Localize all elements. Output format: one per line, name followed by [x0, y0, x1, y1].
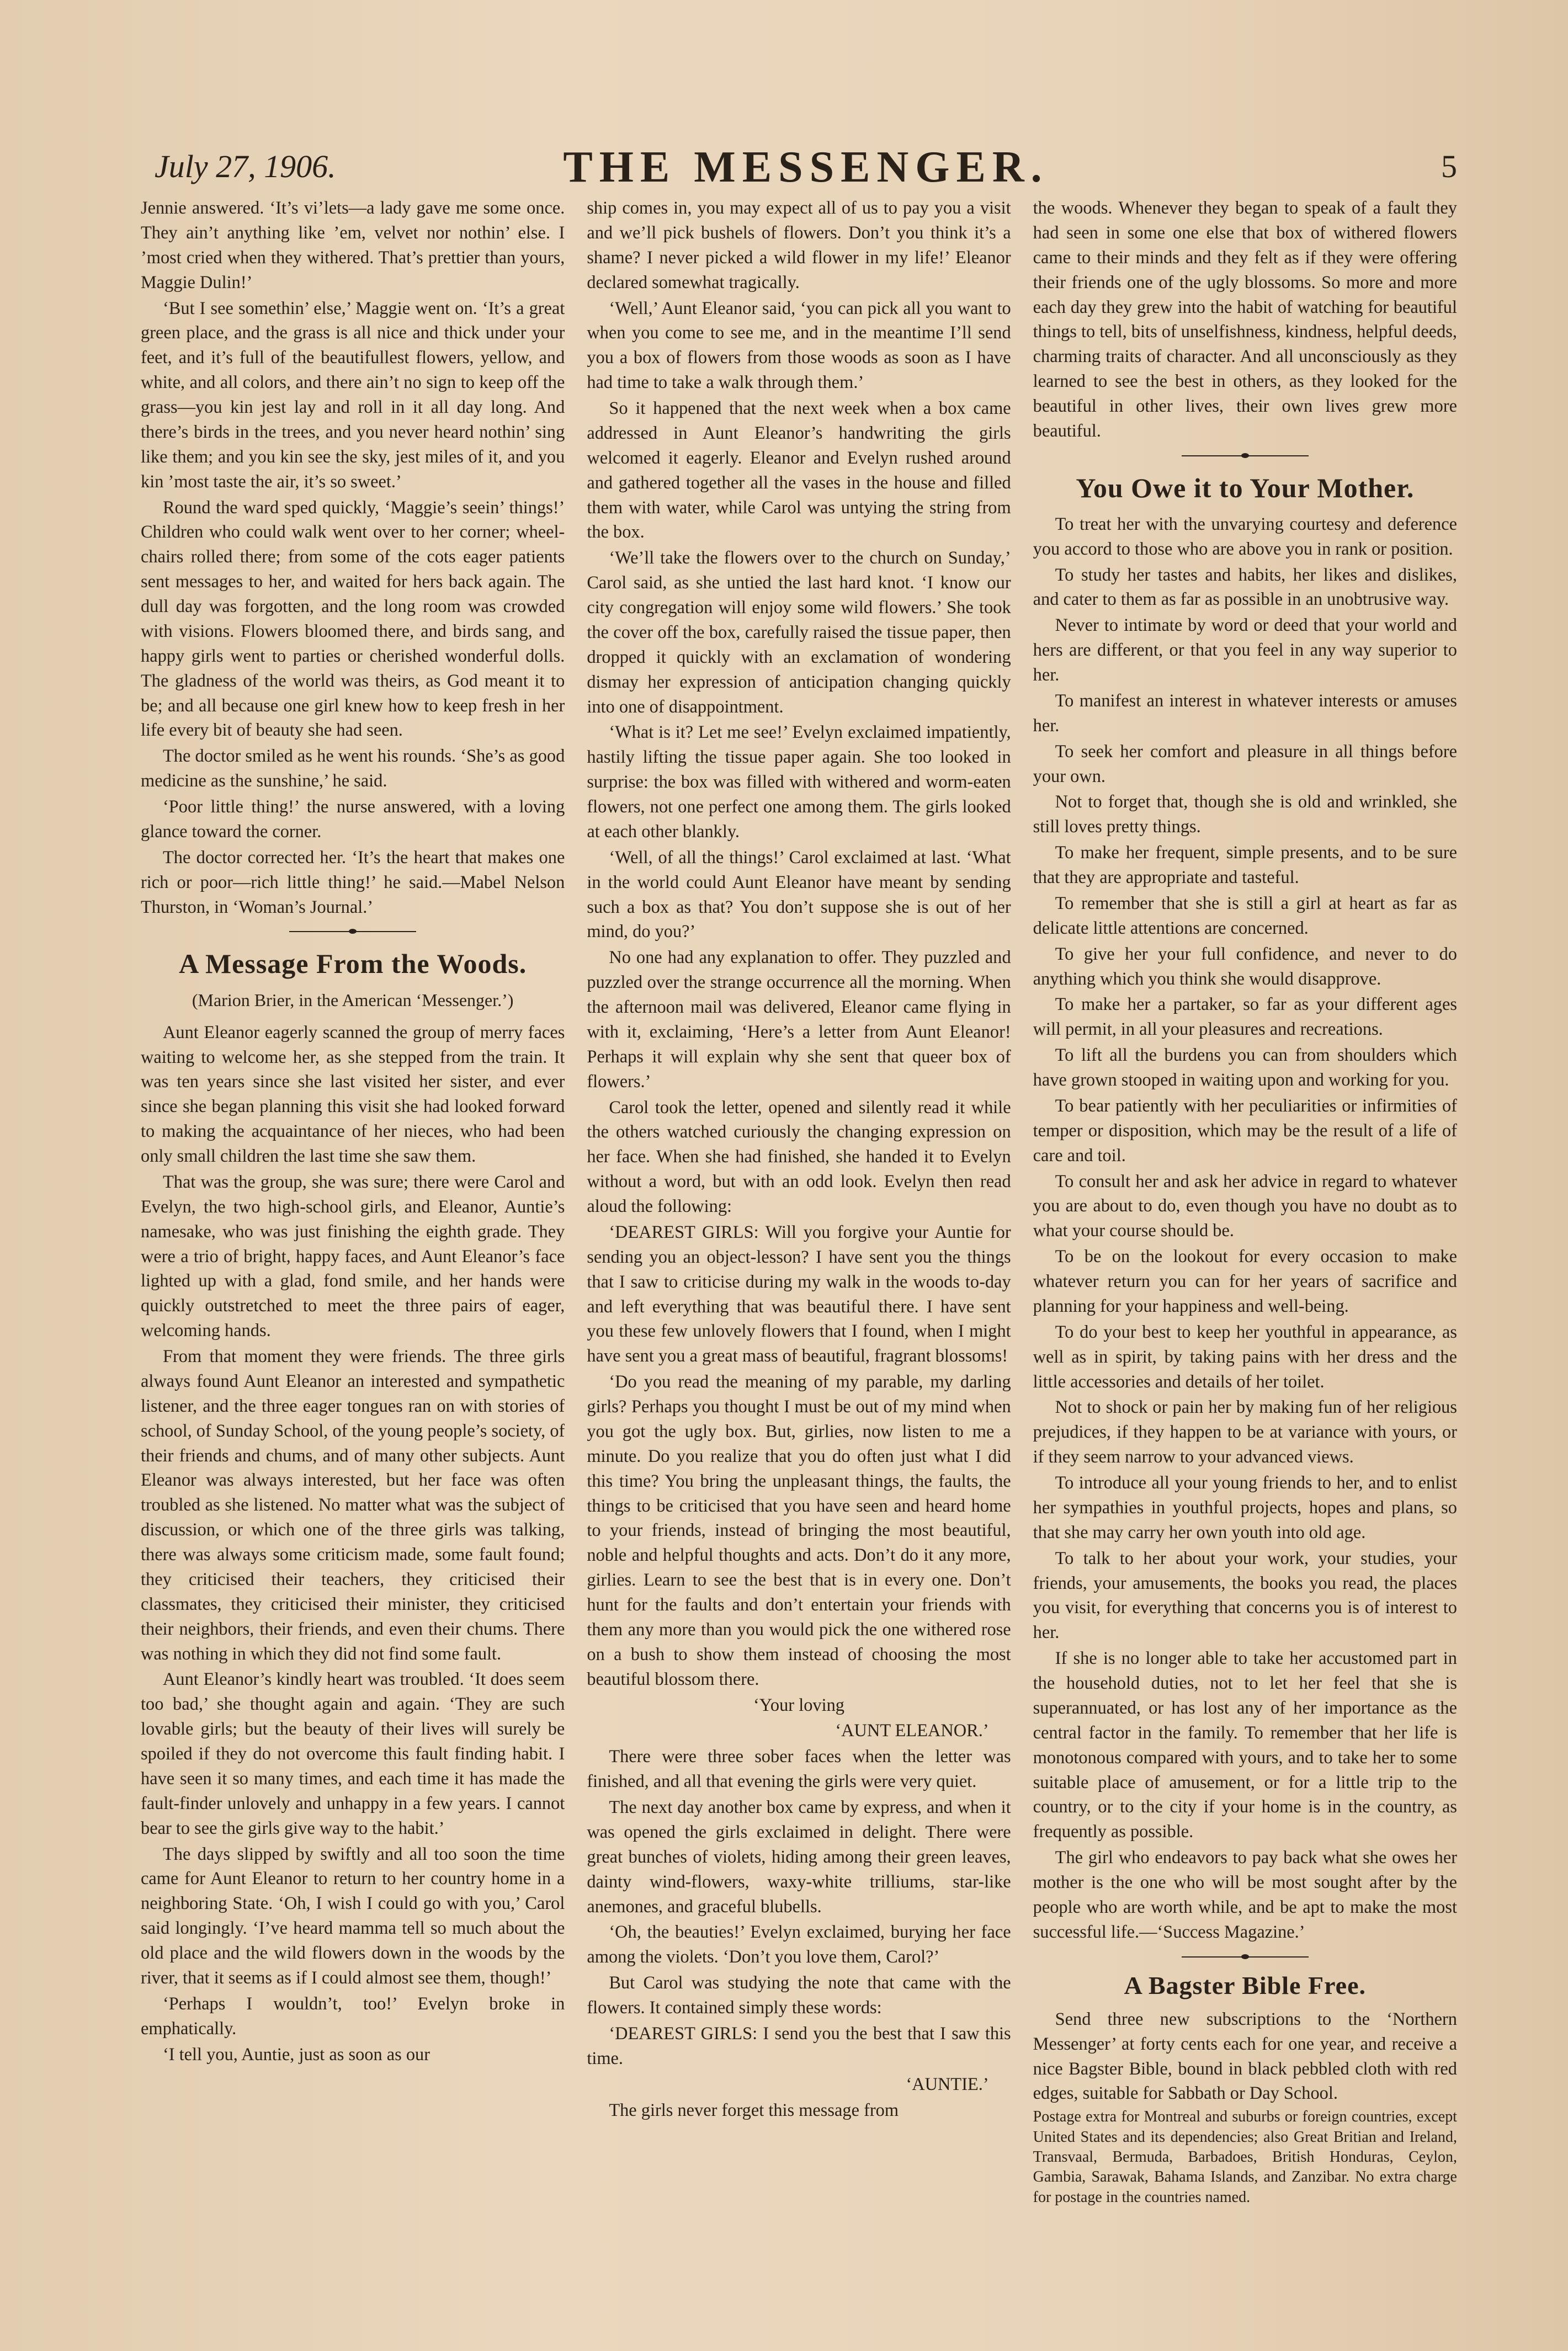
issue-date: July 27, 1906. — [155, 148, 336, 184]
paragraph: ship comes in, you may expect all of us to pay you a visit and we’ll pick bushels of flowers. Don’t you think it’s a shame? I never picked a wild flower in my life!’ Eleanor declared somewhat tragically. — [587, 198, 1011, 292]
paragraph: That was the group, she was sure; there were Carol and Evelyn, the two high-school girls, and Eleanor, Auntie’s namesake, who was just finishing the eighth grade. They were a trio of bright, happy faces, and Aunt Eleanor’s face lighted up with a glad, fond smile, and her hands were quickly outstretched to meet the three pairs of eager, welcoming hands. — [141, 1172, 565, 1341]
column-3 — [1033, 196, 1457, 2249]
paragraph: But Carol was studying the note that came with the flowers. It contained simply these words: — [587, 1973, 1011, 2018]
paragraph: Jennie answered. ‘It’s vi’lets—a lady gave me some once. They ain’t anything like ’em, velvet nor nothin’ else. I ’most cried when they withered. That’s prettier than yours, Maggie Dulin!’ — [141, 198, 565, 292]
section-divider — [1182, 453, 1309, 459]
letter-signature: ‘AUNT ELEANOR.’ — [835, 1721, 989, 1741]
list-item: To introduce all your young friends to her, and to enlist her sympathies in youthful projects, hopes and plans, so that she may carry her own youth into old age. — [1033, 1473, 1457, 1542]
list-item: To make her a partaker, so far as your different ages will permit, in all your pleasures and recreations. — [1033, 994, 1457, 1040]
paragraph: ‘DEAREST GIRLS: I send you the best that I saw this time. — [587, 2023, 1011, 2068]
notice-text: Send three new subscriptions to the ‘Northern Messenger’ at forty cents each for one year, and receive a nice Bagster Bible, bound in black pebbled cloth with red edges, suitable for Sabbath or Day School. — [1033, 2009, 1457, 2104]
paragraph: No one had any explanation to offer. They puzzled and puzzled over the strange occurrence all the morning. When the afternoon mail was delivered, Eleanor came flying in with it, exclaiming, ‘Here’s a letter from Aunt Eleanor! Perhaps it will explain why she sent that queer box of flowers.’ — [587, 948, 1011, 1092]
paragraph: Aunt Eleanor’s kindly heart was troubled. ‘It does seem too bad,’ she thought again and again. ‘They are such lovable girls; but the beauty of their lives will surely be spoiled if they do not overcome this fault finding habit. I have seen it so many times, and each time it has made the fault-finder unlovely and unhappy in a few years. I cannot bear to see the girls give way to the habit.’ — [141, 1669, 565, 1838]
column-1 — [141, 196, 565, 2249]
paragraph: the woods. Whenever they began to speak of a fault they had seen in some one else that box of withered flowers came to their minds and they felt as if they were offering their friends one of the ugly blossoms. So more and more each day they grew into the habit of watching for beautiful things to tell, bits of unselfishness, kindness, helpful deeds, charming traits of character. And all unconsciously as they learned to see the best in others, as they looked for the beautiful in other lives, their own lives grew more beautiful. — [1033, 198, 1457, 441]
list-item: To give her your full confidence, and never to do anything which you think she would disapprove. — [1033, 944, 1457, 989]
list-item: Never to intimate by word or deed that your world and hers are different, or that you feel in any way superior to her. — [1033, 615, 1457, 685]
paragraph: ‘Perhaps I wouldn’t, too!’ Evelyn broke in emphatically. — [141, 1993, 565, 2039]
list-item: To seek her comfort and pleasure in all things before your own. — [1033, 741, 1457, 786]
article-byline: (Marion Brier, in the American ‘Messenger.’) — [192, 990, 514, 1010]
paragraph: ‘But I see somethin’ else,’ Maggie went on. ‘It’s a great green place, and the grass is all nice and thick under your feet, and it’s full of the beautifullest flowers, yellow, and white, and all colors, and there ain’t no sign to keep off the grass—you kin jest lay and roll in it all day long. And there’s birds in the trees, and you never heard nothin’ sing like them; and you kin see the sky, jest miles of it, and you kin ’most taste the air, it’s so sweet.’ — [141, 298, 565, 492]
paragraph: ‘Well,’ Aunt Eleanor said, ‘you can pick all you want to when you come to see me, and in the meantime I’ll send you a box of flowers from those woods as soon as I have had time to take a walk through them.’ — [587, 298, 1011, 393]
paragraph: The girl who endeavors to pay back what she owes her mother is the one who will be most sought after by the people who are worth while, and be apt to make the most successful life.—‘Success Magazine.’ — [1033, 1848, 1457, 1942]
letter-signoff: ‘Your loving — [753, 1695, 844, 1715]
list-item: To remember that she is still a girl at heart as far as delicate little attentions are concerned. — [1033, 893, 1457, 938]
list-item: To talk to her about your work, your studies, your friends, your amusements, the books you read, the places you visit, for everything that concerns you is of interest to her. — [1033, 1548, 1457, 1643]
paragraph: ‘Well, of all the things!’ Carol exclaimed at last. ‘What in the world could Aunt Eleanor have meant by sending such a box as that? You don’t suppose she is out of her mind, do you?’ — [587, 847, 1011, 942]
paragraph: Round the ward sped quickly, ‘Maggie’s seein’ things!’ Children who could walk went over to her corner; wheel-chairs rolled there; from some of the cots eager patients sent messages to her, and waited for hers back again. The dull day was forgotten, and the long room was crowded with visions. Flowers bloomed there, and birds sang, and happy girls went to parties or cherished wonderful dolls. The gladness of the world was theirs, as God meant it to be; and all because one girl knew how to keep fresh in her life every bit of beauty she had seen. — [141, 497, 565, 741]
paragraph: ‘I tell you, Auntie, just as soon as our — [163, 2044, 430, 2065]
paragraph: ‘Do you read the meaning of my parable, my darling girls? Perhaps you thought I must be out of my mind when you got the ugly box. But, girlies, now listen to me a minute. Do you realize that you do often just what I did this time? You bring the unpleasant things, the faults, the things to be criticised that you have seen and heard home to your friends, instead of bringing the most beautiful, noble and helpful thoughts and acts. Don’t do it any more, girlies. Learn to see the best that is in every one. Don’t hunt for the faults and don’t entertain your friends with them any more than you would pick the one withered rose on a bush to show them instead of choosing the most beautiful blossom there. — [587, 1372, 1011, 1689]
page-header — [155, 142, 1457, 203]
paragraph: The girls never forget this message from — [609, 2100, 899, 2120]
paragraph: ‘DEAREST GIRLS: Will you forgive your Auntie for sending you an object-lesson? I have sent you the things that I saw to criticise during my walk in the woods to-day and left everything that was beautiful there. I have sent you these few unlovely flowers that I found, when I might have sent you a great mass of beautiful, fragrant blossoms! — [587, 1222, 1011, 1366]
section-divider — [289, 928, 416, 935]
paragraph: The doctor smiled as he went his rounds. ‘She’s as good medicine as the sunshine,’ he said. — [141, 746, 565, 791]
list-item: To do your best to keep her youthful in appearance, as well as in spirit, by taking pains with her dress and the little accessories and details of her toilet. — [1033, 1322, 1457, 1392]
section-divider — [1182, 1954, 1309, 1960]
paragraph: ‘Poor little thing!’ the nurse answered, with a loving glance toward the corner. — [141, 797, 565, 842]
paragraph: ‘Oh, the beauties!’ Evelyn exclaimed, burying her face among the violets. ‘Don’t you love them, Carol?’ — [587, 1922, 1011, 1967]
list-item: To lift all the burdens you can from shoulders which have grown stooped in waiting upon and working for you. — [1033, 1045, 1457, 1090]
notice-title: A Bagster Bible Free. — [1124, 1971, 1366, 1999]
paragraph: From that moment they were friends. The three girls always found Aunt Eleanor an interested and sympathetic listener, and the three eager tongues ran on with stories of school, of Sunday School, of the young people’s society, of their friends and chums, and of many other subjects. Aunt Eleanor was always interested, but her face was often troubled as she listened. No matter what was the subject of discussion, or which one of the three girls was talking, there was always some criticism made, some fault found; they criticised their teachers, they criticised their classmates, they criticised their minister, they criticised their neighbors, their friends, and even their chums. There was nothing in which they did not find some fault. — [141, 1347, 565, 1664]
list-item: To study her tastes and habits, her likes and dislikes, and cater to them as far as possible in an unobtrusive way. — [1033, 565, 1457, 610]
paragraph: There were three sober faces when the letter was finished, and all that evening the girls were very quiet. — [587, 1747, 1011, 1792]
paragraph: ‘We’ll take the flowers over to the church on Sunday,’ Carol said, as she untied the last hard knot. ‘I know our city congregation will enjoy some wild flowers.’ She took the cover off the box, carefully raised the tissue paper, then dropped it quickly with an exclamation of wondering dismay her expression of anticipation changing quickly into one of disappointment. — [587, 548, 1011, 717]
paragraph: The next day another box came by express, and when it was opened the girls exclaimed in delight. There were great bunches of violets, hiding among their green leaves, dainty wind-flowers, waxy-white trilliums, star-like anemones, and graceful blubells. — [587, 1797, 1011, 1917]
text-columns — [141, 196, 1457, 2249]
list-item: To consult her and ask her advice in regard to whatever you are about to do, even though you have no doubt as to what your course should be. — [1033, 1171, 1457, 1241]
list-item: If she is no longer able to take her accustomed part in the household duties, not to let her feel that she is superannuated, or has lost any of her importance as the central factor in the family. To remember that her life is monotonous compared with yours, and to take her to some suitable place of amusement, or for a little trip to the country, or to the city if your home is in the country, as frequently as possible. — [1033, 1648, 1457, 1842]
masthead-title: THE MESSENGER. — [563, 143, 1049, 192]
paragraph: Aunt Eleanor eagerly scanned the group of merry faces waiting to welcome her, as she stepped from the train. It was ten years since she last visited her sister, and ever since she began planning this visit she had looked forward to making the acquaintance of her nieces, who had been only small children the last time she saw them. — [141, 1022, 565, 1167]
paragraph: Carol took the letter, opened and silently read it while the others watched curiously the changing expression on her face. When she had finished, she handed it to Evelyn without a word, but with an odd look. Evelyn then read aloud the following: — [587, 1097, 1011, 1216]
list-item: To bear patiently with her peculiarities or infirmities of temper or disposition, which may be the result of a life of care and toil. — [1033, 1095, 1457, 1166]
paragraph: The days slipped by swiftly and all too soon the time came for Aunt Eleanor to return to her country home in a neighboring State. ‘Oh, I wish I could go with you,’ Carol said longingly. ‘I’ve heard mamma tell so much about the old place and the wild flowers down in the woods by the river, that it seems as if I could almost see them, though!’ — [141, 1844, 565, 1988]
paragraph: The doctor corrected her. ‘It’s the heart that makes one rich or poor—rich little thing!’ he said.—Mabel Nelson Thurston, in ‘Woman’s Journal.’ — [141, 847, 565, 917]
page-number: 5 — [1441, 148, 1457, 184]
column-2 — [587, 196, 1011, 2249]
paragraph: So it happened that the next week when a box came addressed in Aunt Eleanor’s handwriting the girls welcomed it eagerly. Eleanor and Evelyn rushed around and gathered together all the vases in the house and filled them with water, while Carol was untying the string from the box. — [587, 398, 1011, 542]
list-item: To treat her with the unvarying courtesy and deference you accord to those who are above you in rank or position. — [1033, 514, 1457, 559]
list-item: Not to shock or pain her by making fun of her religious prejudices, if they happen to be at variance with yours, or if they seem narrow to your advanced views. — [1033, 1397, 1457, 1467]
article-title: You Owe it to Your Mother. — [1076, 472, 1415, 503]
list-item: Not to forget that, though she is old and wrinkled, she still loves pretty things. — [1033, 792, 1457, 837]
list-item: To be on the lookout for every occasion to make whatever return you can for her years of sacrifice and planning for your happiness and well-being. — [1033, 1247, 1457, 1316]
notice-fine-print: Postage extra for Montreal and suburbs or foreign countries, except United States and its dependencies; also Great Britian and Ireland, Transvaal, Bermuda, Barbadoes, British Honduras, Ceylon, Gambia, Sarawak, Bahama Islands, and Zanzibar. No extra charge for postage in the countries named. — [1033, 2108, 1457, 2206]
list-item: To make her frequent, simple presents, and to be sure that they are appropriate and tasteful. — [1033, 843, 1457, 887]
list-item: To manifest an interest in whatever interests or amuses her. — [1033, 690, 1457, 736]
article-title: A Message From the Woods. — [179, 948, 527, 980]
paragraph: ‘What is it? Let me see!’ Evelyn exclaimed impatiently, hastily lifting the tissue paper again. She too looked in surprise: the box was filled with withered and worm-eaten flowers, not one perfect one among them. The girls looked at each other blankly. — [587, 722, 1011, 842]
letter-signature: ‘AUNTIE.’ — [906, 2074, 989, 2094]
